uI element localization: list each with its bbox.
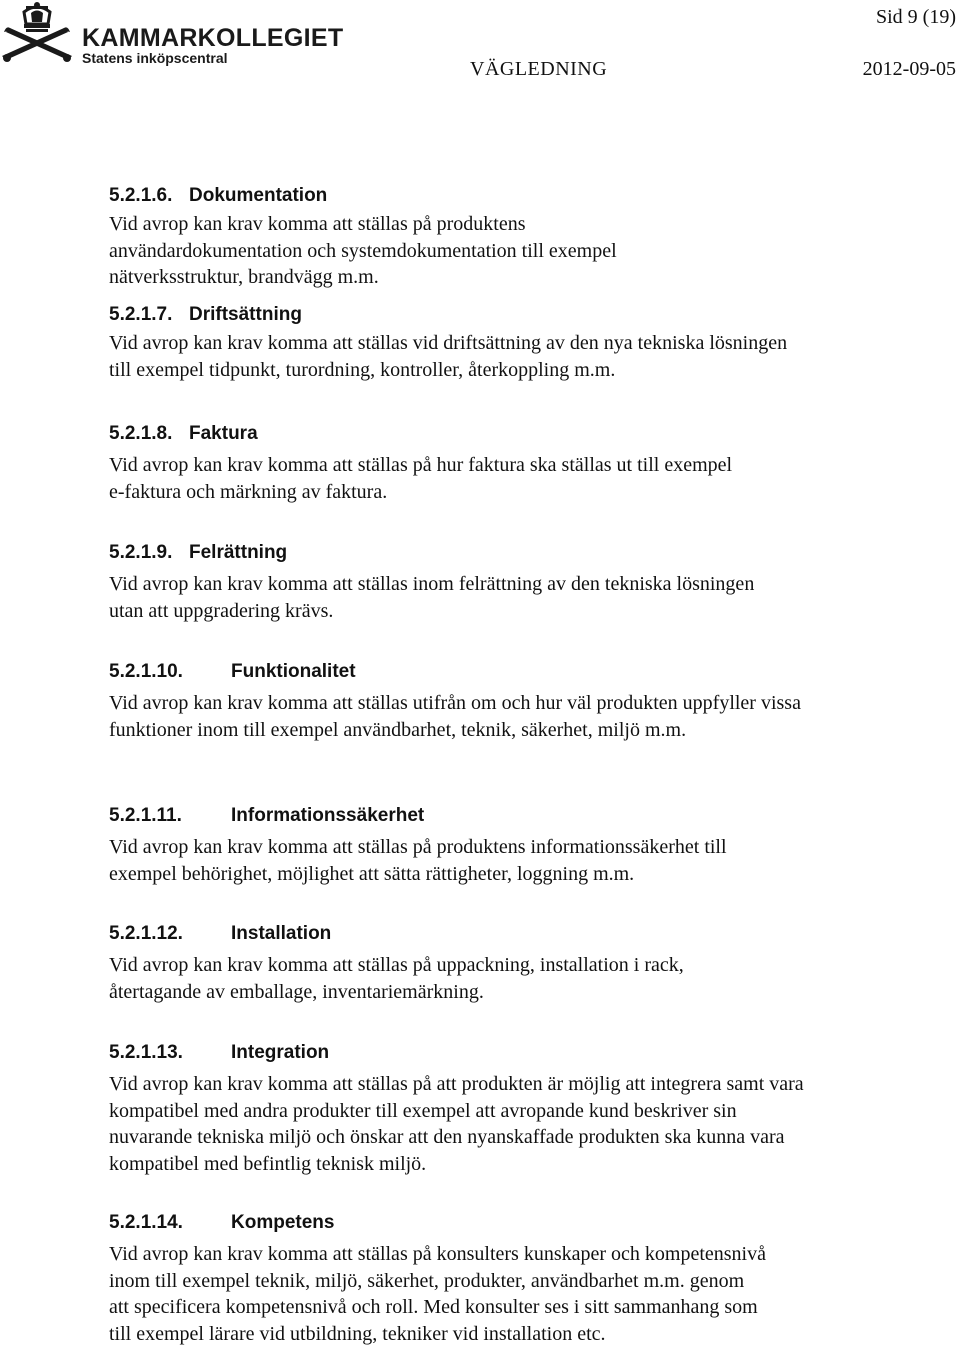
page-header [0,0,960,90]
section-heading [109,659,929,685]
section-body: Vid avrop kan krav komma att ställas utifrån om och hur väl produkten uppfyller vissa funktioner inom till exempel användbarhet, teknik, säkerhet, miljö m.m. [109,692,801,741]
section-heading [109,540,929,566]
crown-crest-icon [2,2,80,64]
section-felrattning [109,540,929,624]
section-title: Funktionalitet [231,661,356,682]
section-body: Vid avrop kan krav komma att ställas på konsulters kunskaper och kompetensnivå inom till exempel teknik, miljö, säkerhet, produkter, användbarhet m.m. genom att specificera kompetensnivå och roll. Med konsulter ses i sitt sammanhang som till exempel lärare vid utbildning, tekniker vid installation etc. [109,1243,766,1345]
section-number: 5.2.1.8. [109,423,173,444]
section-installation [109,921,929,1005]
section-body: Vid avrop kan krav komma att ställas på att produkten är möjlig att integrera samt vara kompatibel med andra produkter till exempel att avropande kund beskriver sin nuvarande tekniska miljö och önskar att den nyanskaffade produkten ska kunna vara kompatibel med befintlig teknisk miljö. [109,1073,804,1175]
section-heading [109,1210,929,1236]
section-heading [109,803,929,829]
section-number: 5.2.1.6. [109,185,173,206]
section-heading [109,921,929,947]
section-dokumentation [109,183,929,291]
section-kompetens [109,1210,929,1347]
section-faktura [109,421,929,505]
section-number: 5.2.1.12. [109,923,183,944]
section-body: Vid avrop kan krav komma att ställas vid driftsättning av den nya tekniska lösningen till exempel tidpunkt, turordning, kontroller, återkoppling m.m. [109,332,788,381]
section-number: 5.2.1.9. [109,542,173,563]
section-number: 5.2.1.10. [109,661,183,682]
section-integration [109,1040,929,1177]
section-body: Vid avrop kan krav komma att ställas på uppackning, installation i rack, återtagande av emballage, inventariemärkning. [109,954,684,1003]
section-title: Felrättning [189,542,288,563]
logo-subtitle: Statens inköpscentral [82,50,228,66]
section-title: Driftsättning [189,304,302,325]
section-body: Vid avrop kan krav komma att ställas inom felrättning av den tekniska lösningen utan att uppgradering krävs. [109,573,755,622]
page-number: Sid 9 (19) [876,6,956,28]
section-number: 5.2.1.7. [109,304,173,325]
section-title: Dokumentation [189,185,328,206]
section-title: Kompetens [231,1212,335,1233]
section-heading [109,302,929,328]
section-funktionalitet [109,659,929,743]
logo-name: KAMMARKOLLEGIET [82,24,344,52]
section-heading [109,421,929,447]
section-title: Informationssäkerhet [231,805,425,826]
section-heading [109,1040,929,1066]
section-body: Vid avrop kan krav komma att ställas på produktens informationssäkerhet till exempel behörighet, möjlighet att sätta rättigheter, loggning m.m. [109,836,727,885]
document-type: VÄGLEDNING [470,58,608,80]
section-body: Vid avrop kan krav komma att ställas på hur faktura ska ställas ut till exempel e-faktura och märkning av faktura. [109,454,733,503]
section-number: 5.2.1.11. [109,805,182,826]
section-title: Integration [231,1042,330,1063]
section-number: 5.2.1.13. [109,1042,183,1063]
document-date: 2012-09-05 [862,58,956,80]
section-heading [109,183,929,209]
section-title: Faktura [189,423,258,444]
section-title: Installation [231,923,332,944]
section-number: 5.2.1.14. [109,1212,183,1233]
section-driftsattning [109,302,929,383]
section-body: Vid avrop kan krav komma att ställas på produktens användardokumentation och systemdokumentation till exempel nätverksstruktur, brandvägg m.m. [109,213,617,288]
section-informationssakerhet [109,803,929,887]
kammarkollegiet-logo [2,2,344,66]
